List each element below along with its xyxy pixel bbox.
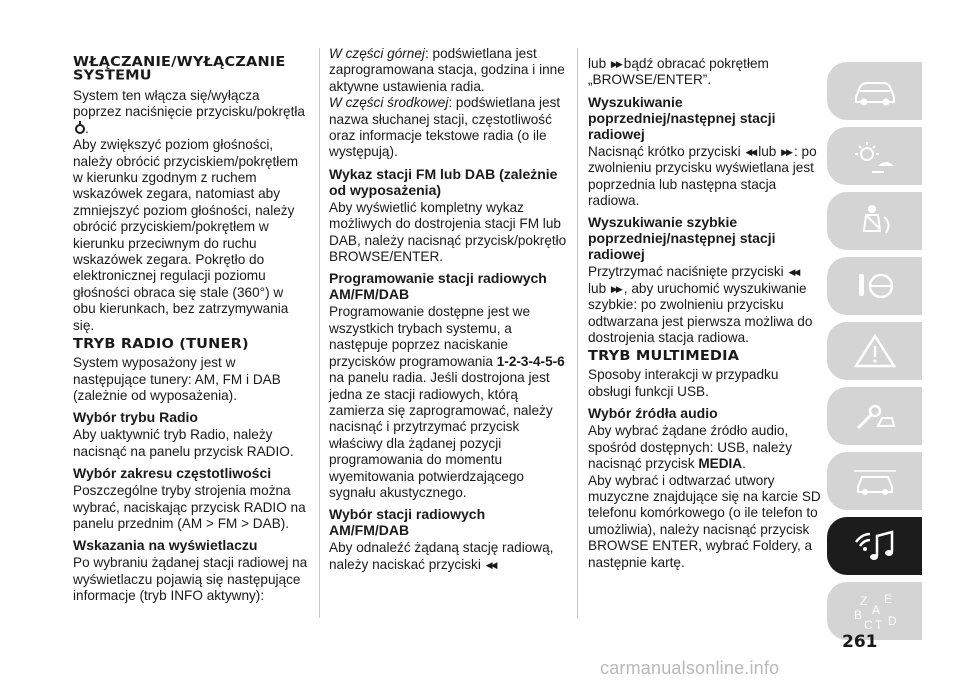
heading-station-list: Wykaz stacji FM lub DAB (zależnie od wyposażenia) <box>329 165 558 198</box>
text-column-2 <box>329 46 567 573</box>
key-steering-wheel-icon <box>850 266 900 306</box>
text-column-3 <box>588 46 824 571</box>
previous-track-icon: ◀◀ <box>788 267 799 278</box>
index-letter: T <box>874 618 882 631</box>
car-spec-icon <box>850 461 900 501</box>
tab-starting-driving[interactable] <box>827 257 922 315</box>
paragraph-audio-source: Aby wybrać żądane źródło audio, spośród dostępnych: USB, należy nacisnąć przycisk MEDIA. <box>588 423 793 472</box>
tab-technical-data[interactable] <box>827 452 922 510</box>
previous-track-icon: ◀◀ <box>745 146 756 157</box>
seatbelt-airbag-icon <box>850 201 900 241</box>
paragraph-toggle: System ten włącza się/wyłącza poprzez naciśnięcie przycisku/pokrętła. <box>73 88 305 136</box>
next-track-icon: ▶▶ <box>781 146 791 157</box>
heading-programming: Programowanie stacji radiowych AM/FM/DAB <box>329 270 547 303</box>
index-letter: A <box>871 603 880 617</box>
warning-triangle-icon <box>850 331 900 371</box>
heading-radio-tuner: TRYB RADIO (TUNER) <box>73 337 249 352</box>
previous-track-icon: ◀◀ <box>485 559 496 570</box>
heading-system-toggle: WŁĄCZANIE/WYŁĄCZANIE SYSTEMU <box>73 55 286 83</box>
paragraph-play-tracks: Aby wybrać i odtwarzać utwory muzyczne znajdujące się na karcie SD telefonu komórkowego (o ile telefon to umożliwia), należy nacisnąć przycisk BROWSE ENTER, wybrać Foldery, a następnie kartę. <box>588 472 821 570</box>
index-letters-icon <box>850 591 900 631</box>
paragraph-mode-select: Aby uaktywnić tryb Radio, należy nacisnąć na panelu przycisk RADIO. <box>73 427 294 459</box>
column-divider <box>319 48 320 618</box>
paragraph-display-middle: W części środkowej: podświetlana jest nazwa słuchanej stacji, częstotliwość oraz informacje tekstowe radia (o ile występują). <box>329 95 561 160</box>
heading-display: Wskazania na wyświetlaczu <box>73 537 258 554</box>
car-icon <box>850 71 900 111</box>
paragraph-tuner: System wyposażony jest w następujące tunery: AM, FM i DAB (zależnie od wyposażenia). <box>73 355 281 403</box>
paragraph-display: Po wybraniu żądanej stacji radiowej na wyświetlaczu pojawią się następujące informacje (tryb INFO aktywny): <box>73 555 308 604</box>
paragraph-display-top: W części górnej: podświetlana jest zaprogramowana stacja, godzina i inne aktywne ustawienia radia. <box>329 46 565 94</box>
text-column-1 <box>73 46 309 605</box>
paragraph-multimedia: Sposoby interakcji w przypadku obsługi funkcji USB. <box>588 367 779 399</box>
tab-car[interactable] <box>827 62 922 120</box>
heading-audio-source: Wybór źródła audio <box>588 405 718 422</box>
index-letter: E <box>883 592 892 606</box>
watermark: carmanualsonline.info <box>600 658 780 678</box>
paragraph-select-continued: lub ▶▶ bądź obracać pokrętłem „BROWSE/ENTER”. <box>588 56 769 88</box>
index-letter: D <box>887 614 897 628</box>
paragraph-programming: Programowanie dostępne jest we wszystkich trybach systemu, a następuje poprzez naciskanie przycisków programowania 1-2-3-4-5-6 na panelu radia. Jeśli dostrojona jest jedna ze stacji radiowych, którą zamierza się zaprogramować, należy nacisnąć i przytrzymać przycisk właściwy dla żądanej pozycji programowania do momentu wyemitowania potwierdzającego sygnału akustycznego. <box>329 304 565 500</box>
index-letter: Z <box>859 594 867 608</box>
paragraph-fast-search: Przytrzymać naciśnięte przyciski ◀◀ lub ▶▶ , aby uruchomić wyszukiwanie szybkie: po zwolnieniu przycisku odtwarzana jest pierwsza możliwa do dostrojenia stacja radiowa. <box>588 264 813 346</box>
next-track-icon: ▶▶ <box>610 59 621 69</box>
index-letter: B <box>853 608 862 622</box>
wrench-car-icon <box>850 396 900 436</box>
tab-multimedia[interactable] <box>827 517 922 575</box>
heading-mode-select: Wybór trybu Radio <box>73 409 198 426</box>
paragraph-station-select: Aby odnaleźć żądaną stację radiową, należy naciskać przyciski ◀◀ <box>329 540 554 572</box>
tab-safety[interactable] <box>827 192 922 250</box>
index-letter: C <box>863 618 873 631</box>
tab-maintenance[interactable] <box>827 387 922 445</box>
column-divider <box>577 48 578 618</box>
paragraph-station-list: Aby wyświetlić kompletny wykaz możliwych do dostrojenia stacji FM lub DAB, należy nacisnąć przycisk/pokrętło BROWSE/ENTER. <box>329 199 567 265</box>
dashboard-lights-icon <box>850 136 900 176</box>
tab-emergency[interactable] <box>827 322 922 380</box>
multimedia-music-icon <box>850 526 900 566</box>
chapter-tabs-sidebar <box>827 62 922 647</box>
paragraph-volume: Aby zwiększyć poziom głośności, należy obrócić przyciskiem/pokrętłem w kierunku zgodnym z ruchem wskazówek zegara, natomiast aby zmniejszyć poziom głośności, należy obrócić przyciskiem/pokrętłem w kierunku przeciwnym do ruchu wskazówek zegara. Pokrętło do elektronicznej regulacji poziomu głośności obraca się stale (360°) w obu kierunkach, bez zatrzymywania się. <box>73 137 299 333</box>
heading-fast-search: Wyszukiwanie szybkie poprzedniej/następnej stacji radiowej <box>588 214 776 263</box>
next-track-icon: ▶▶ <box>610 283 621 294</box>
heading-search: Wyszukiwanie poprzedniej/następnej stacji radiowej <box>588 93 776 142</box>
page-number: 261 <box>842 632 878 652</box>
power-knob-icon <box>75 124 85 134</box>
heading-band-select: Wybór zakresu częstotliwości <box>73 465 272 482</box>
heading-multimedia: TRYB MULTIMEDIA <box>588 349 740 364</box>
paragraph-search: Nacisnąć krótko przyciski ◀◀ lub ▶▶ : po zwolnieniu przycisku wyświetlana jest poprzednia lub następna stacja radiowa. <box>588 143 817 209</box>
paragraph-band-select: Poszczególne tryby strojenia można wybrać, naciskając przycisk RADIO na panelu przednim (AM > FM > DAB). <box>73 483 306 531</box>
heading-station-select: Wybór stacji radiowych AM/FM/DAB <box>329 506 486 539</box>
tab-dashboard[interactable] <box>827 127 922 185</box>
